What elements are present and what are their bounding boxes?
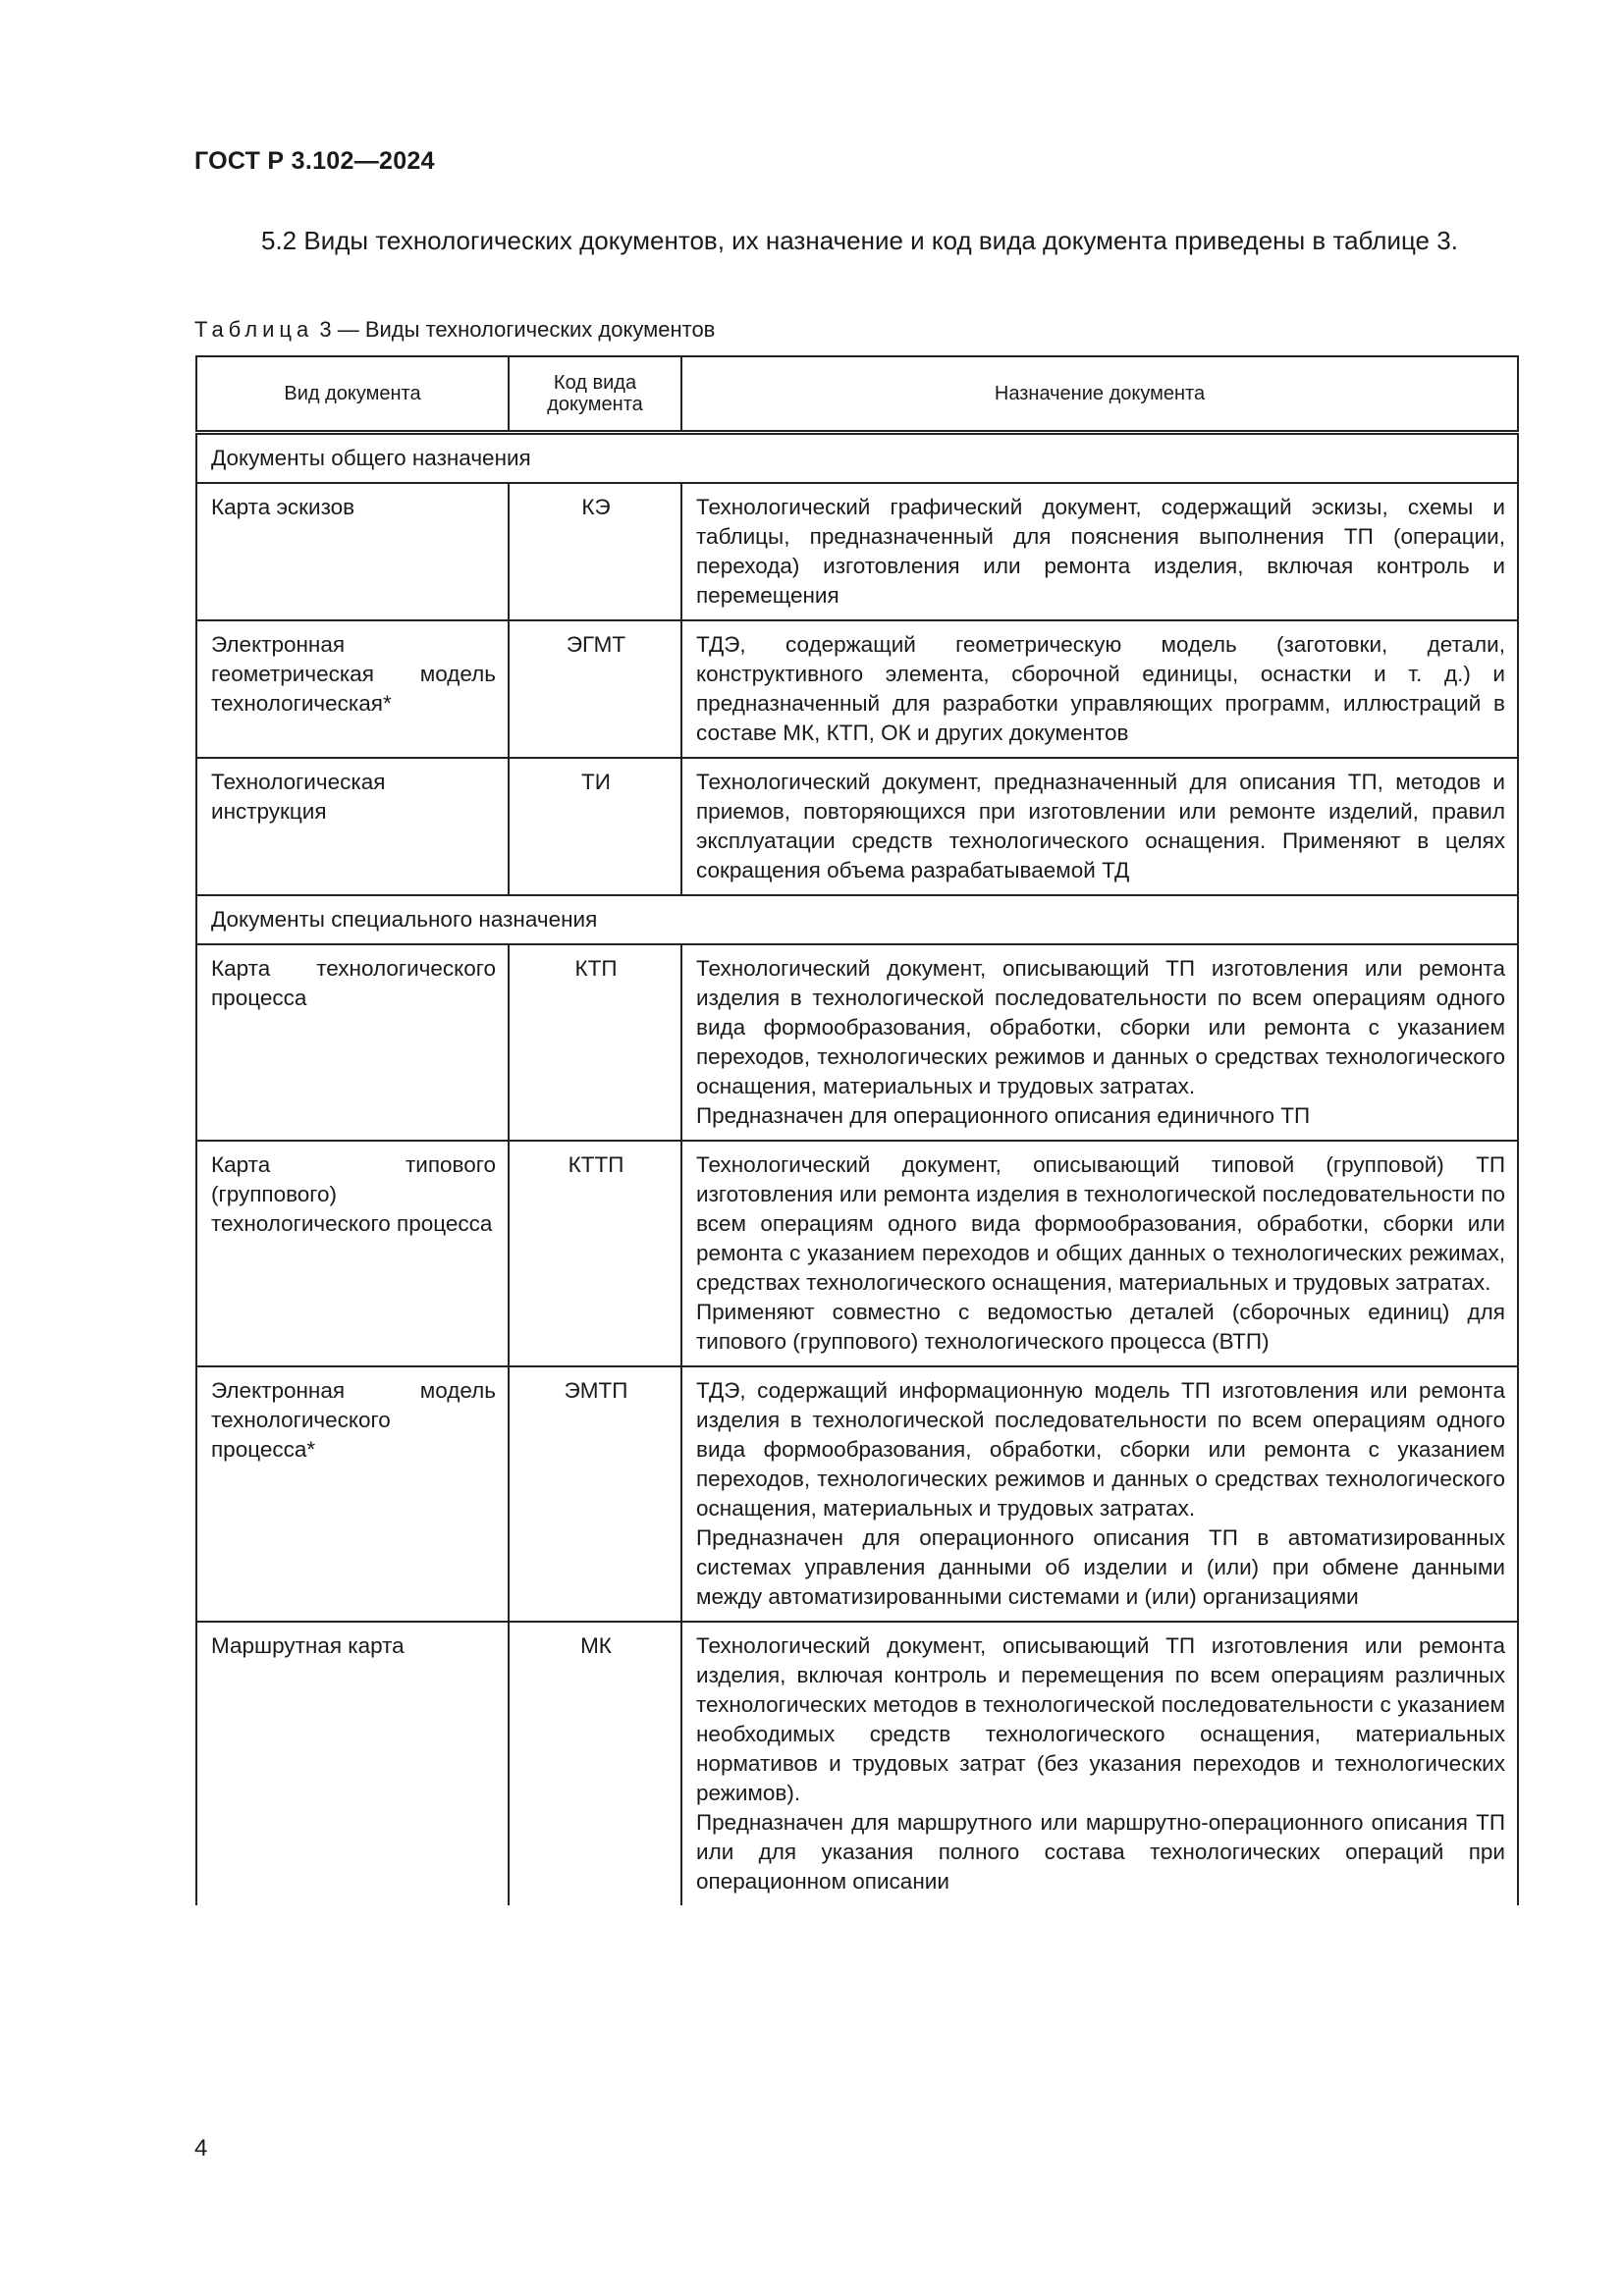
- table-body: [196, 433, 1518, 1906]
- section-row: [196, 433, 1518, 484]
- document-type-code: ТИ: [509, 758, 681, 895]
- document-type-name: Электронная геометрическая модель технологическая*: [196, 620, 509, 758]
- purpose-paragraph: ТДЭ, содержащий информационную модель ТП изготовления или ремонта изделия в технологической последовательности по всем операциям одного вида формообразования, обработки, сборки или ремонта с указанием переходов, технологических режимов и данных о средствах технологического оснащения, материальных и трудовых затратах.: [696, 1378, 1505, 1521]
- document-purpose: [681, 758, 1518, 895]
- purpose-paragraph: Предназначен для операционного описания единичного ТП: [696, 1103, 1311, 1128]
- column-header-code: Код вида документа: [509, 356, 681, 433]
- document-type-code: ЭГМТ: [509, 620, 681, 758]
- document-type-name: Карта типового (группового) технологического процесса: [196, 1141, 509, 1366]
- document-type-name: Карта технологического процесса: [196, 944, 509, 1141]
- purpose-paragraph: Применяют совместно с ведомостью деталей (сборочных единиц) для типового (группового) технологического процесса (ВТП): [696, 1300, 1505, 1354]
- document-purpose: [681, 1366, 1518, 1622]
- document-type-name: Маршрутная карта: [196, 1622, 509, 1905]
- table-row: [196, 758, 1518, 895]
- document-type-code: МК: [509, 1622, 681, 1905]
- purpose-paragraph: Предназначен для маршрутного или маршрутно-операционного описания ТП или для указания полного состава технологических операций при операционном описании: [696, 1810, 1505, 1894]
- table-row: [196, 1622, 1518, 1905]
- purpose-paragraph: Технологический документ, описывающий ТП изготовления или ремонта изделия, включая контроль и перемещения по всем операциям различных технологических методов в технологической последовательности с указанием необходимых средств технологического оснащения, материальных нормативов и трудовых затрат (без указания переходов и технологических режимов).: [696, 1633, 1505, 1805]
- column-header-purpose: Назначение документа: [681, 356, 1518, 433]
- purpose-paragraph: Технологический графический документ, содержащий эскизы, схемы и таблицы, предназначенный для пояснения выполнения ТП (операции, перехода) изготовления или ремонта изделия, включая контроль и перемещения: [696, 495, 1505, 608]
- table-caption-label: Таблица: [194, 317, 314, 342]
- table-row: [196, 620, 1518, 758]
- intro-paragraph: 5.2 Виды технологических документов, их назначение и код вида документа приведены в таблице 3.: [261, 226, 1458, 255]
- table-row: [196, 1141, 1518, 1366]
- column-header-type: Вид документа: [196, 356, 509, 433]
- purpose-paragraph: Технологический документ, предназначенный для описания ТП, методов и приемов, повторяющихся при изготовлении или ремонте изделий, правил эксплуатации средств технологического оснащения. Применяют в целях сокращения объема разрабатываемой ТД: [696, 770, 1505, 882]
- table-row: [196, 483, 1518, 620]
- document-header: ГОСТ Р 3.102—2024: [194, 147, 435, 175]
- document-types-table: [195, 355, 1519, 1905]
- document-type-code: КЭ: [509, 483, 681, 620]
- document-type-code: КТТП: [509, 1141, 681, 1366]
- purpose-paragraph: ТДЭ, содержащий геометрическую модель (заготовки, детали, конструктивного элемента, сборочной единицы, оснастки и т. д.) и предназначенный для разработки управляющих программ, иллюстраций в составе МК, КТП, ОК и других документов: [696, 632, 1505, 745]
- document-purpose: [681, 483, 1518, 620]
- document-purpose: [681, 1622, 1518, 1905]
- table-caption-title: 3 — Виды технологических документов: [313, 317, 716, 342]
- document-purpose: [681, 1141, 1518, 1366]
- section-title: Документы общего назначения: [196, 433, 1518, 484]
- section-title: Документы специального назначения: [196, 895, 1518, 944]
- purpose-paragraph: Технологический документ, описывающий ТП изготовления или ремонта изделия в технологической последовательности по всем операциям одного вида формообразования, обработки, сборки или ремонта с указанием переходов, технологических режимов и данных о средствах технологического оснащения, материальных и трудовых затратах.: [696, 956, 1505, 1098]
- document-type-name: Технологическая инструкция: [196, 758, 509, 895]
- document-type-name: Карта эскизов: [196, 483, 509, 620]
- table-header-row: [196, 356, 1518, 433]
- section-row: [196, 895, 1518, 944]
- purpose-paragraph: Предназначен для операционного описания ТП в автоматизированных системах управления данными об изделии и (или) при обмене данными между автоматизированными системами и (или) организациями: [696, 1525, 1505, 1609]
- document-type-code: ЭМТП: [509, 1366, 681, 1622]
- table-caption: [194, 317, 715, 343]
- document-type-code: КТП: [509, 944, 681, 1141]
- table-row: [196, 944, 1518, 1141]
- page-number: 4: [194, 2135, 208, 2162]
- table-row: [196, 1366, 1518, 1622]
- purpose-paragraph: Технологический документ, описывающий типовой (групповой) ТП изготовления или ремонта изделия в технологической последовательности по всем операциям одного вида формообразования, обработки, сборки или ремонта с указанием переходов и общих данных о технологических режимах, средствах технологического оснащения, материальных и трудовых затратах.: [696, 1152, 1505, 1295]
- document-purpose: [681, 944, 1518, 1141]
- document-purpose: [681, 620, 1518, 758]
- document-type-name: Электронная модель технологического процесса*: [196, 1366, 509, 1622]
